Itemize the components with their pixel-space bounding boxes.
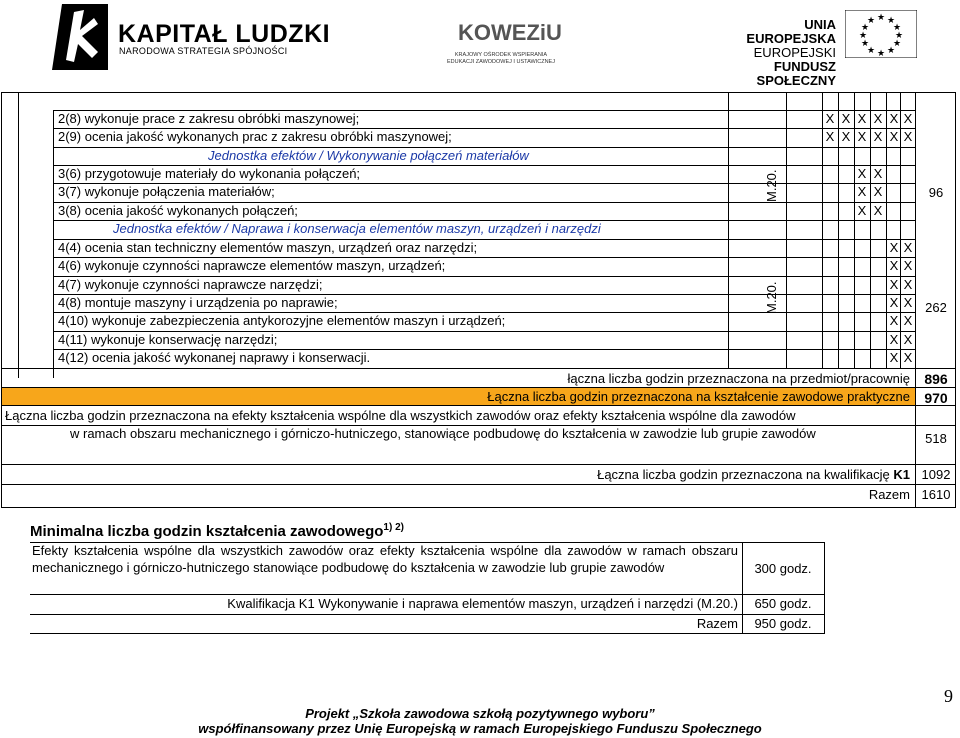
minimum-row3-text: Razem [696,616,738,631]
common-hours-label-1: Łączna liczba godzin przeznaczona na efekty kształcenia wspólne dla wszystkich zawodów oraz efekty kształcenia wspólne dla zawodów [5,408,796,423]
k1-hours-label [400,467,910,483]
svg-text:★: ★ [860,39,870,49]
minimum-hours-table [30,542,825,634]
x-mark: X [857,111,867,126]
total-value: 1610 [921,487,951,502]
hours-table [0,92,958,508]
x-mark: X [889,258,899,273]
row-text: 4(7) wykonuje czynności naprawcze narzędzi; [58,277,323,292]
module-code: M.20. [764,169,779,202]
x-mark: X [841,129,851,144]
minimum-row2-value: 650 godz. [754,596,812,611]
svg-text:★: ★ [886,16,896,26]
x-mark: X [903,111,913,126]
x-mark: X [903,240,913,255]
x-mark: X [841,111,851,126]
x-mark: X [857,203,867,218]
k1-hours-label-bold: K1 [893,467,910,482]
row-text: 2(9) ocenia jakość wykonanych prac z zakresu obróbki maszynowej; [58,129,452,144]
x-mark: X [873,203,883,218]
x-mark: X [889,295,899,310]
x-mark: X [889,350,899,365]
row-text: 2(8) wykonuje prace z zakresu obróbki maszynowej; [58,111,360,126]
common-hours-label-2: w ramach obszaru mechanicznego i górniczo-hutniczego, stanowiące podbudowę do kształcenia w zawodzie lub grupie zawodów [70,426,816,441]
kowezu-logo: KOWEZiU [458,20,562,45]
practical-hours-value: 970 [924,390,948,406]
svg-text:★: ★ [876,49,886,58]
row-text: 4(6) wykonuje czynności naprawcze elementów maszyn, urządzeń; [58,258,446,273]
x-mark: X [873,184,883,199]
svg-text:★: ★ [876,13,886,23]
unit-heading: Jednostka efektów / Wykonywanie połączeń materiałów [208,148,529,163]
x-mark: X [857,184,867,199]
row-text: 4(8) montuje maszyny i urządzenia po naprawie; [58,295,338,310]
x-mark: X [889,240,899,255]
x-mark: X [903,332,913,347]
k1-hours-value: 1092 [921,467,951,482]
row-text: 3(7) wykonuje połączenia materiałów; [58,184,275,199]
kowezu-subtitle: KRAJOWY OŚRODEK WSPIERANIA EDUKACJI ZAWODOWEJ I USTAWICZNEJ [447,52,555,65]
svg-text:★: ★ [892,23,902,33]
x-mark: X [903,258,913,273]
svg-text:★: ★ [860,23,870,33]
x-mark: X [825,129,835,144]
minimum-row1-text: Efekty kształcenia wspólne dla wszystkich zawodów oraz efekty kształcenia wspólne dla zawodów w ramach obszaru mechanicznego i górniczo-hutniczego stanowiące podbudowę do kształcenia w zawodzie lub grupie zawodów [32,543,738,575]
practical-hours-label: Łączna liczba godzin przeznaczona na kształcenie zawodowe praktyczne [487,389,910,404]
minimum-row3-value: 950 godz. [754,616,812,631]
x-mark: X [903,350,913,365]
x-mark: X [825,111,835,126]
minimum-row2-text: Kwalifikacja K1 Wykonywanie i naprawa elementów maszyn, urządzeń i narzędzi (M.20.) [227,596,738,611]
kapital-ludzki-subtitle: NARODOWA STRATEGIA SPÓJNOŚCI [119,46,288,56]
ue-line2: EUROPEJSKI [753,45,836,60]
x-mark: X [903,295,913,310]
common-hours-value: 518 [925,431,947,446]
hours-block2: 262 [925,300,947,315]
x-mark: X [889,332,899,347]
minimum-hours-title-text: Minimalna liczba godzin kształcenia zawodowego [30,523,384,540]
kapital-ludzki-title: KAPITAŁ LUDZKI [118,20,331,48]
x-mark: X [873,111,883,126]
kapital-ludzki-logo-icon [50,2,110,72]
minimum-hours-title [30,522,404,540]
x-mark: X [873,166,883,181]
x-mark: X [889,313,899,328]
eu-flag-icon [845,10,917,58]
ue-line1: UNIA EUROPEJSKA [746,17,836,46]
x-mark: X [873,129,883,144]
minimum-hours-footnote: 1) 2) [383,522,404,533]
subject-hours-label: łączna liczba godzin przeznaczona na przedmiot/pracownię [567,371,910,386]
total-label: Razem [868,487,910,502]
subject-hours-value: 896 [924,371,948,387]
x-mark: X [903,277,913,292]
x-mark: X [857,166,867,181]
minimum-row1-value: 300 godz. [754,561,812,576]
x-mark: X [857,129,867,144]
row-text: 3(6) przygotowuje materiały do wykonania połączeń; [58,166,361,181]
svg-text:★: ★ [894,31,904,41]
k1-hours-label-text: Łączna liczba godzin przeznaczona na kwalifikację [597,467,894,482]
svg-text:★: ★ [886,46,896,56]
ue-logo-text [716,18,836,88]
x-mark: X [889,277,899,292]
row-text: 4(11) wykonuje konserwację narzędzi; [58,332,278,347]
svg-text:★: ★ [866,46,876,56]
page-number: 9 [944,686,953,706]
unit-heading: Jednostka efektów / Naprawa i konserwacja elementów maszyn, urządzeń i narzędzi [113,221,601,236]
x-mark: X [903,129,913,144]
row-text: 4(10) wykonuje zabezpieczenia antykorozyjne elementów maszyn i urządzeń; [58,313,506,328]
svg-text:★: ★ [858,31,868,41]
x-mark: X [889,111,899,126]
module-code: M.20. [764,281,779,314]
ue-line3: FUNDUSZ SPOŁECZNY [756,59,836,88]
x-mark: X [889,129,899,144]
svg-text:★: ★ [892,39,902,49]
row-text: 4(4) ocenia stan techniczny elementów maszyn, urządzeń oraz narzędzi; [58,240,478,255]
hours-block1: 96 [928,185,944,200]
footer-line2: współfinansowany przez Unię Europejską w ramach Europejskiego Funduszu Społecznego [198,721,762,736]
svg-text:★: ★ [866,16,876,26]
row-text: 4(12) ocenia jakość wykonanej naprawy i konserwacji. [58,350,371,365]
row-text: 3(8) ocenia jakość wykonanych połączeń; [58,203,298,218]
x-mark: X [903,313,913,328]
footer-line1: Projekt „Szkoła zawodowa szkołą pozytywnego wyboru” [305,706,655,721]
